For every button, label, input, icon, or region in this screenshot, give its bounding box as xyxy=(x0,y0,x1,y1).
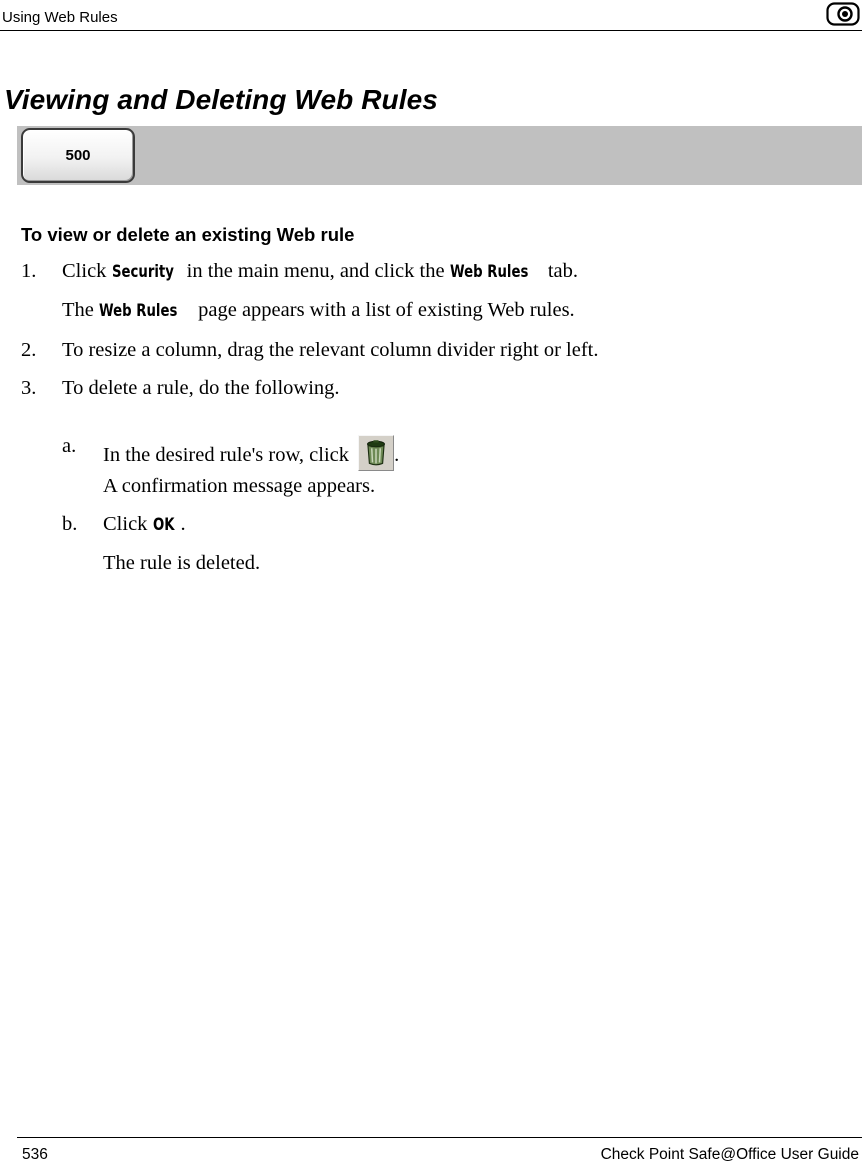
ui-label-ok: OK xyxy=(152,515,175,535)
substep-text: . xyxy=(180,513,186,535)
substep-letter: a. xyxy=(62,435,77,457)
ui-label-web-rules: Web Rules xyxy=(449,262,529,282)
substep-letter: b. xyxy=(62,513,78,535)
ui-label-web-rules: Web Rules xyxy=(99,301,178,321)
step-text: The xyxy=(62,299,99,321)
substep-text: . xyxy=(394,444,400,466)
ui-label-security: Security xyxy=(111,262,174,282)
substep-text: Click xyxy=(103,513,153,535)
book-title: Check Point Safe@Office User Guide xyxy=(600,1146,859,1163)
substep-a-result: A confirmation message appears. xyxy=(103,475,376,497)
step-1-text xyxy=(62,260,578,283)
trash-icon xyxy=(358,435,394,471)
footer-divider xyxy=(17,1137,862,1138)
page-header xyxy=(0,0,862,31)
substep-b-text xyxy=(103,513,186,536)
model-applicability-bar xyxy=(17,126,862,185)
step-2-text: To resize a column, drag the relevant column divider right or left. xyxy=(62,339,599,361)
step-text: page appears with a list of existing Web rules. xyxy=(193,299,575,321)
header-title: Using Web Rules xyxy=(2,9,118,26)
substep-text: In the desired rule's row, click xyxy=(103,444,355,466)
page-number: 536 xyxy=(22,1146,48,1163)
step-number: 2. xyxy=(21,339,37,361)
step-text: tab. xyxy=(542,260,578,282)
step-number: 3. xyxy=(21,377,37,399)
check-point-logo-icon xyxy=(826,1,860,27)
model-badge: 500 xyxy=(21,128,135,183)
page-title: Viewing and Deleting Web Rules xyxy=(4,84,438,115)
step-3-text: To delete a rule, do the following. xyxy=(62,377,340,399)
procedure-heading: To view or delete an existing Web rule xyxy=(21,224,355,245)
step-text: Click xyxy=(62,260,112,282)
substep-a-text xyxy=(103,435,399,471)
substep-b-result: The rule is deleted. xyxy=(103,552,261,574)
step-text: in the main menu, and click the xyxy=(181,260,450,282)
step-number: 1. xyxy=(21,260,37,282)
step-1-result xyxy=(62,299,575,322)
